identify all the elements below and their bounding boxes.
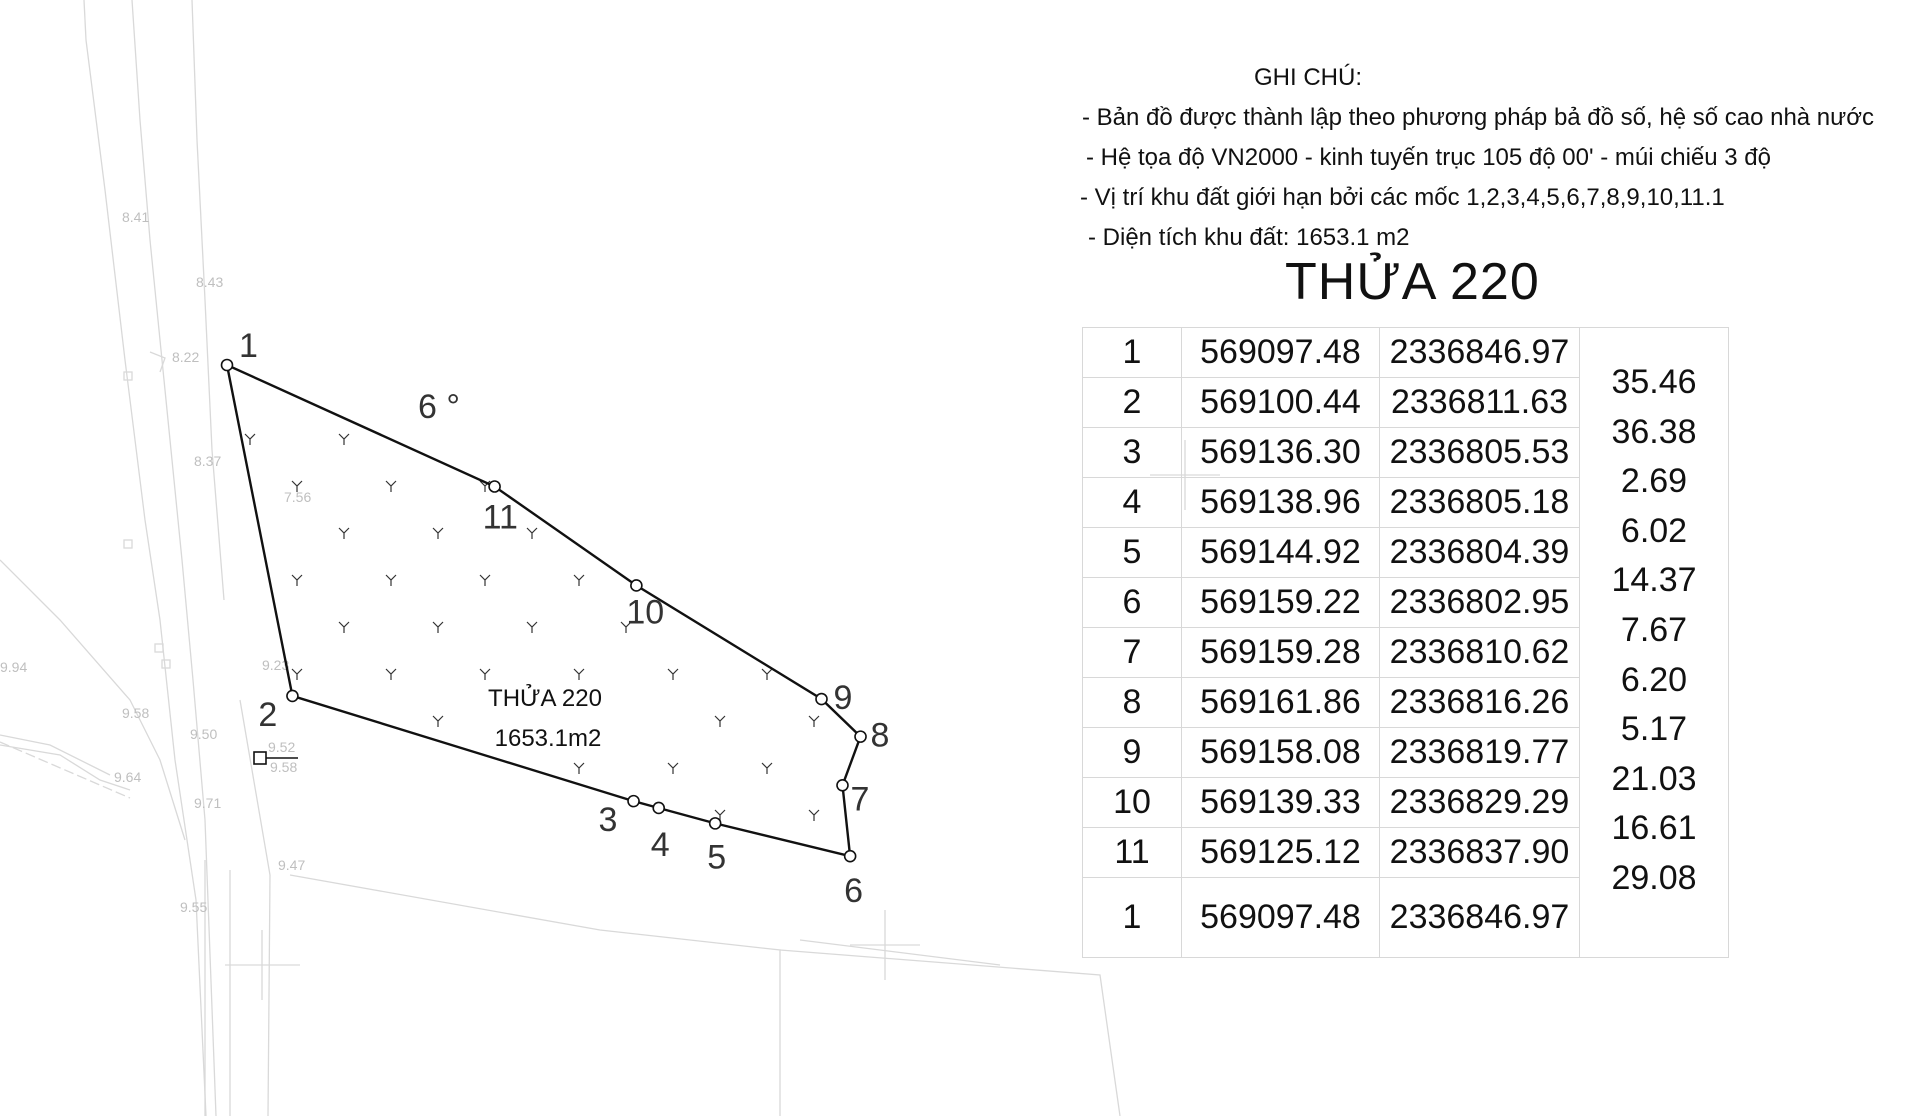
- grass-symbol: [668, 763, 678, 774]
- y-coordinate-cell: 2336802.95: [1380, 578, 1580, 628]
- grass-symbol: [809, 716, 819, 727]
- grass-symbol: [480, 575, 490, 586]
- grass-symbol: [527, 528, 537, 539]
- elevation-label: 8.22: [172, 349, 200, 365]
- grass-symbol: [433, 528, 443, 539]
- note-line: - Hệ tọa độ VN2000 - kinh tuyến trục 105 độ 00' - múi chiếu 3 độ: [1086, 144, 1771, 171]
- point-label: 2: [258, 695, 278, 734]
- coordinate-table: [1082, 327, 1729, 958]
- grass-symbol: [386, 575, 396, 586]
- elevation-label: 9.64: [114, 769, 142, 785]
- point-label: 8: [870, 716, 890, 755]
- boundary-marker: [628, 796, 639, 807]
- grass-symbol: [809, 810, 819, 821]
- notes-heading: GHI CHÚ:: [1254, 64, 1362, 91]
- boundary-markers: [222, 360, 867, 862]
- grass-symbol: [386, 481, 396, 492]
- note-line: - Vị trí khu đất giới hạn bởi các mốc 1,2,3,4,5,6,7,8,9,10,11.1: [1080, 184, 1725, 211]
- grass-symbol: [574, 763, 584, 774]
- point-label: 3: [598, 801, 618, 840]
- table-title: THỬA 220: [1285, 253, 1540, 311]
- edge-length: 5.17: [1620, 710, 1688, 749]
- edge-length: 2.69: [1620, 462, 1688, 501]
- point-id-cell: 1: [1083, 328, 1182, 378]
- y-coordinate-cell: 2336810.62: [1380, 628, 1580, 678]
- x-coordinate-cell: 569161.86: [1182, 678, 1380, 728]
- point-label: 4: [650, 826, 670, 864]
- point-id-cell: 11: [1083, 828, 1182, 878]
- edge-length-column: [1580, 328, 1729, 958]
- point-id-cell: 6: [1083, 578, 1182, 628]
- elevation-label: 9.58: [122, 705, 150, 721]
- boundary-marker: [845, 851, 856, 862]
- x-coordinate-cell: 569138.96: [1182, 478, 1380, 528]
- elevation-label: 9.58: [270, 759, 298, 775]
- point-id-cell: 9: [1083, 728, 1182, 778]
- point-label: 1: [239, 327, 258, 365]
- boundary-marker: [287, 690, 298, 701]
- point-id-cell: 10: [1083, 778, 1182, 828]
- edge-length: 21.03: [1611, 759, 1697, 798]
- grass-symbol: [433, 622, 443, 633]
- point-label: 7: [850, 780, 870, 819]
- elevation-label: 9.47: [278, 857, 306, 873]
- x-coordinate-cell: 569100.44: [1182, 378, 1380, 428]
- survey-marker-icon: [254, 752, 266, 764]
- y-coordinate-cell: 2336829.29: [1380, 778, 1580, 828]
- boundary-marker: [710, 818, 721, 829]
- point-label: 11: [482, 498, 518, 537]
- grass-symbols: [245, 434, 819, 821]
- edge-length: 16.61: [1611, 809, 1697, 848]
- elevation-label: 8.37: [194, 453, 222, 469]
- grass-symbol: [339, 528, 349, 539]
- x-coordinate-cell: 569144.92: [1182, 528, 1380, 578]
- y-coordinate-cell: 2336804.39: [1380, 528, 1580, 578]
- table-row: [1083, 328, 1729, 378]
- x-coordinate-cell: 569159.22: [1182, 578, 1380, 628]
- edge-length: 29.08: [1611, 858, 1697, 897]
- point-id-cell: 4: [1083, 478, 1182, 528]
- y-coordinate-cell: 2336846.97: [1380, 878, 1580, 958]
- point-label: 5: [707, 838, 727, 877]
- elevation-label: 7.56: [284, 489, 312, 505]
- point-id-cell: 5: [1083, 528, 1182, 578]
- grass-symbol: [668, 669, 678, 680]
- elevation-label: 9.71: [194, 795, 222, 811]
- point-id-cell: 8: [1083, 678, 1182, 728]
- grass-symbol: [574, 669, 584, 680]
- grass-symbol: [292, 575, 302, 586]
- grass-symbol: [574, 575, 584, 586]
- elevation-label: 9.55: [180, 899, 208, 915]
- boundary-marker: [837, 780, 848, 791]
- x-coordinate-cell: 569097.48: [1182, 878, 1380, 958]
- elevation-label: 9.23: [262, 657, 290, 673]
- x-coordinate-cell: 569125.12: [1182, 828, 1380, 878]
- grass-symbol: [292, 669, 302, 680]
- y-coordinate-cell: 2336805.53: [1380, 428, 1580, 478]
- grass-symbol: [715, 716, 725, 727]
- elevation-label: 8.41: [122, 209, 150, 225]
- grass-symbol: [527, 622, 537, 633]
- elevation-label: 9.94: [0, 659, 28, 675]
- x-coordinate-cell: 569136.30: [1182, 428, 1380, 478]
- note-line: - Diện tích khu đất: 1653.1 m2: [1088, 224, 1410, 251]
- edge-length: 6.02: [1620, 511, 1688, 550]
- point-label: 10: [626, 593, 665, 632]
- note-line: - Bản đồ được thành lập theo phương pháp bả đồ số, hệ số cao nhà nước: [1082, 104, 1874, 131]
- edge-length: 7.67: [1620, 610, 1688, 649]
- parcel-annotation: 6 °: [418, 388, 460, 426]
- boundary-marker: [631, 580, 642, 591]
- edge-length: 35.46: [1611, 363, 1697, 401]
- y-coordinate-cell: 2336805.18: [1380, 478, 1580, 528]
- point-id-cell: 1: [1083, 878, 1182, 958]
- x-coordinate-cell: 569158.08: [1182, 728, 1380, 778]
- x-coordinate-cell: 569159.28: [1182, 628, 1380, 678]
- point-label: 9: [833, 679, 853, 717]
- point-id-cell: 2: [1083, 378, 1182, 428]
- point-id-cell: 7: [1083, 628, 1182, 678]
- point-id-cell: 3: [1083, 428, 1182, 478]
- y-coordinate-cell: 2336811.63: [1380, 378, 1580, 428]
- grass-symbol: [386, 669, 396, 680]
- boundary-marker: [855, 731, 866, 742]
- x-coordinate-cell: 569139.33: [1182, 778, 1380, 828]
- y-coordinate-cell: 2336837.90: [1380, 828, 1580, 878]
- grass-symbol: [480, 669, 490, 680]
- boundary-marker: [653, 802, 664, 813]
- edge-length: 14.37: [1611, 561, 1697, 600]
- grass-symbol: [339, 622, 349, 633]
- grass-symbol: [245, 434, 255, 445]
- parcel-label: THỬA 220: [488, 685, 602, 712]
- elevation-label: 9.52: [268, 739, 296, 755]
- point-label: 6: [844, 872, 864, 911]
- y-coordinate-cell: 2336819.77: [1380, 728, 1580, 778]
- grass-symbol: [762, 669, 772, 680]
- elevation-label: 8.43: [196, 274, 224, 290]
- edge-length: 6.20: [1620, 660, 1688, 699]
- boundary-marker: [489, 481, 500, 492]
- grass-symbol: [762, 763, 772, 774]
- boundary-marker: [222, 360, 233, 371]
- parcel-area: 1653.1m2: [494, 725, 602, 752]
- y-coordinate-cell: 2336846.97: [1380, 328, 1580, 378]
- grass-symbol: [339, 434, 349, 445]
- boundary-marker: [816, 694, 827, 705]
- elevation-label: 9.50: [190, 726, 218, 742]
- edge-length: 36.38: [1611, 412, 1697, 451]
- grass-symbol: [433, 716, 443, 727]
- x-coordinate-cell: 569097.48: [1182, 328, 1380, 378]
- y-coordinate-cell: 2336816.26: [1380, 678, 1580, 728]
- parcel-boundary: [227, 365, 861, 856]
